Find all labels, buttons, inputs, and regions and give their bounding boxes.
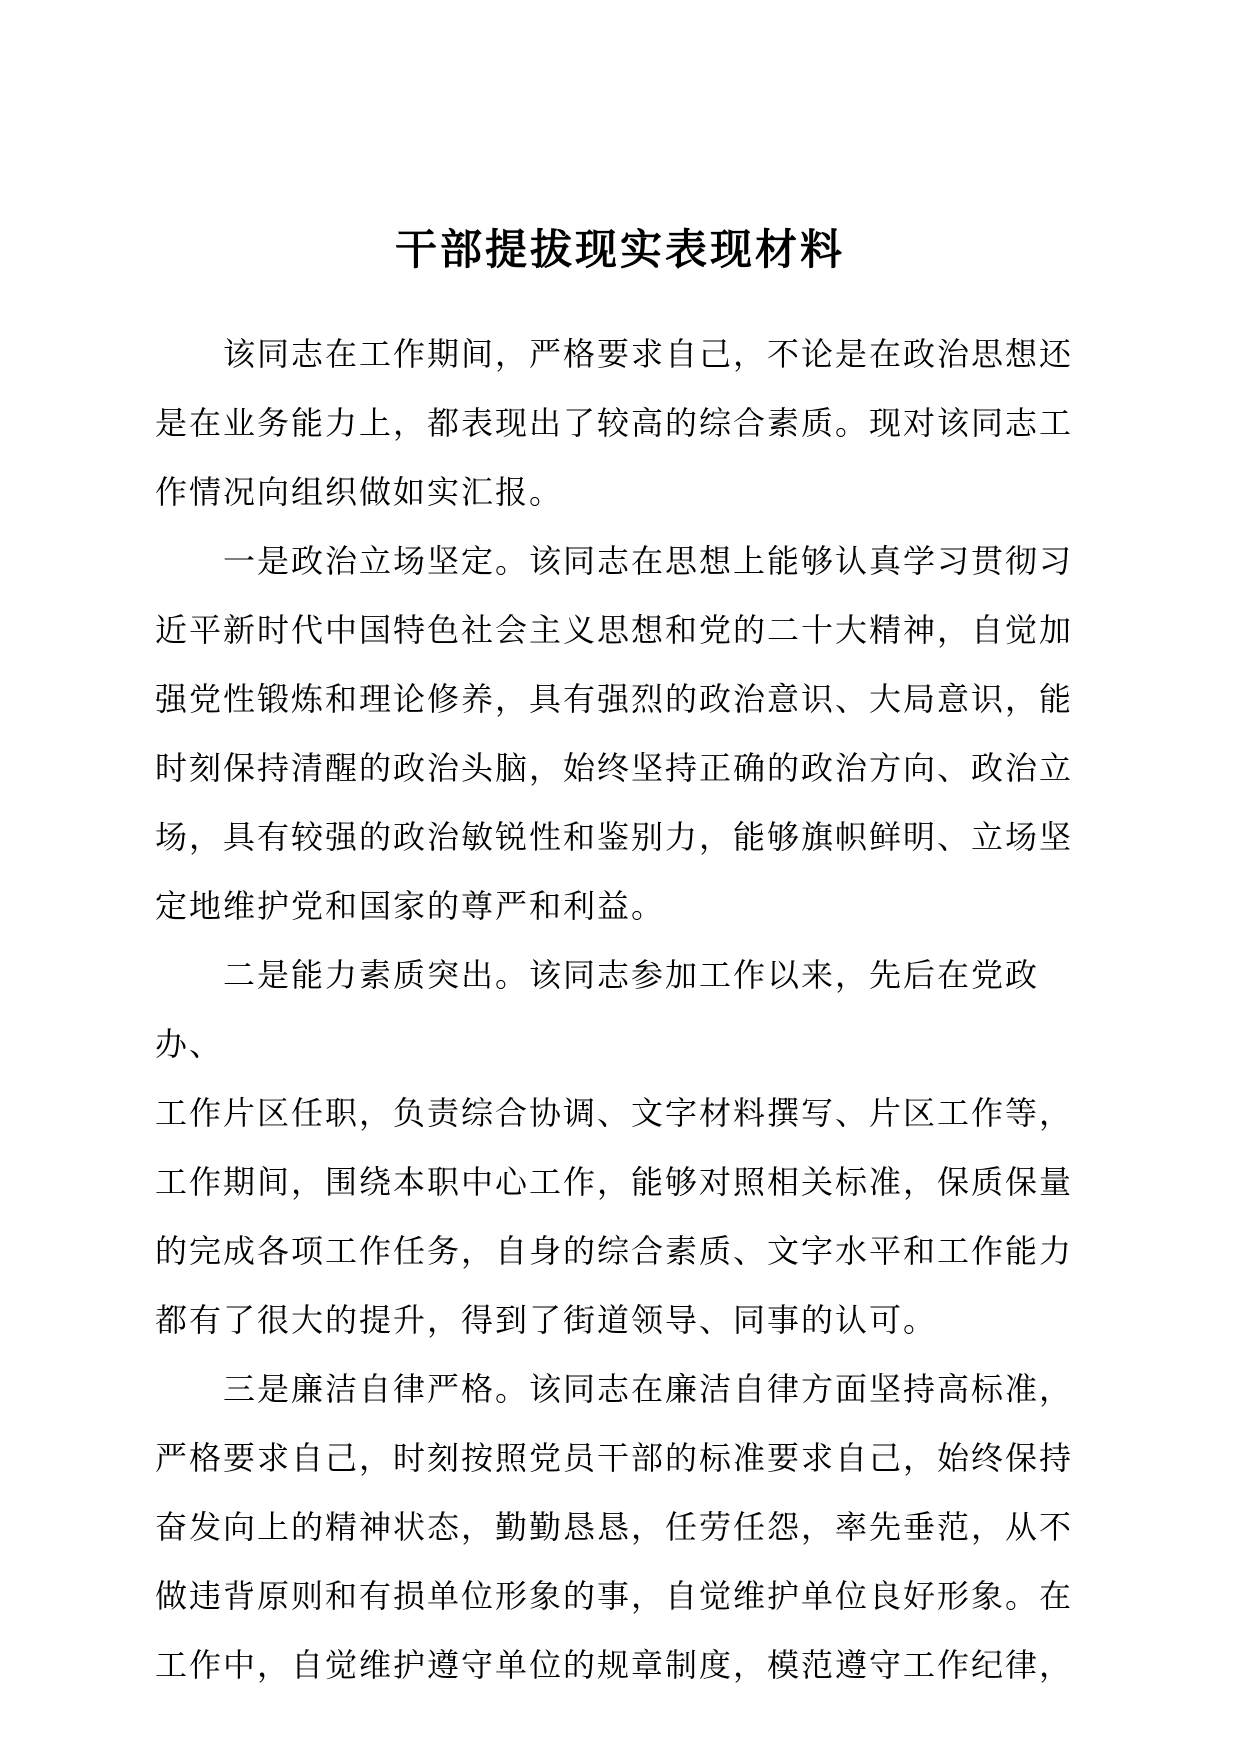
document-title: 干部提拔现实表现材料 — [394, 225, 845, 274]
paragraph-ability: 二是能力素质突出。该同志参加工作以来，先后在党政办、 工作片区任职，负责综合协调、文字材料撰写、片区工作等， 工作期间，围绕本职中心工作，能够对照相关标准，保质保量 的完成各项工作任务，自身的综合素质、文字水平和工作能力 都有了很大的提升，得到了街道领导、同事的认可。 — [155, 956, 1074, 1339]
paragraph-integrity: 三是廉洁自律严格。该同志在廉洁自律方面坚持高标准， 严格要求自己，时刻按照党员干部的标准要求自己，始终保持 奋发向上的精神状态，勤勤恳恳，任劳任怨，率先垂范，从不 做违背原则和有损单位形象的事，自觉维护单位良好形象。在 工作中，自觉维护遵守单位的规章制度，模范遵守工作纪律， — [155, 1370, 1074, 1684]
document-body — [155, 320, 1085, 1700]
paragraph-intro: 该同志在工作期间，严格要求自己，不论是在政治思想还 是在业务能力上，都表现出了较高的综合素质。现对该同志工 作情况向组织做如实汇报。 — [155, 335, 1074, 511]
paragraph-political-stance: 一是政治立场坚定。该同志在思想上能够认真学习贯彻习 近平新时代中国特色社会主义思想和党的二十大精神，自觉加 强党性锻炼和理论修养，具有强烈的政治意识、大局意识，能 时刻保持清醒的政治头脑，始终坚持正确的政治方向、政治立 场，具有较强的政治敏锐性和鉴别力，能够旗帜鲜明、立场坚 定地维护党和国家的尊严和利益。 — [155, 542, 1074, 925]
